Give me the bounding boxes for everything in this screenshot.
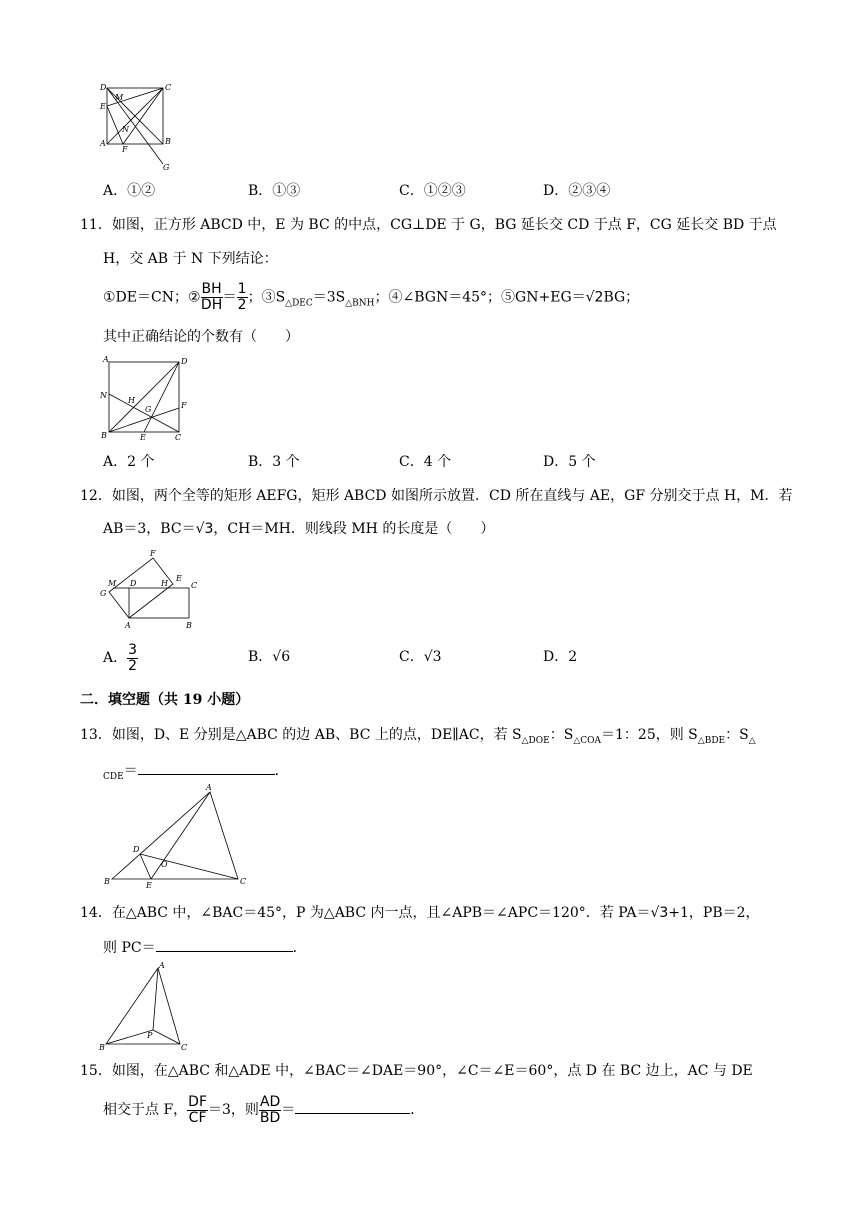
q15-b: ＝3，则 bbox=[208, 1102, 259, 1118]
fig-label: B bbox=[186, 621, 192, 630]
fig-label: C bbox=[240, 877, 247, 886]
frac-num: 3 bbox=[128, 641, 138, 658]
fig-label: D bbox=[133, 845, 140, 854]
frac-den: DH bbox=[200, 297, 223, 313]
q12-line2-b: ，CH＝MH．则线段 MH 的长度是（ ） bbox=[213, 521, 495, 537]
section-title-fill-in: 二．填空题（共 19 小题） bbox=[80, 692, 250, 708]
q12-option-a-label: A． bbox=[103, 650, 128, 666]
fig-label: D bbox=[181, 357, 188, 366]
q14-pc: 则 PC＝ bbox=[103, 940, 156, 956]
fig-label: H bbox=[128, 396, 135, 405]
q14-b: +1，PB＝2， bbox=[668, 905, 760, 921]
q11-c5-end: BG； bbox=[603, 289, 640, 306]
fig-label: B bbox=[99, 1043, 105, 1052]
q15-fraction-ad-bd bbox=[259, 1095, 281, 1126]
q11-c1: ①DE＝CN；② bbox=[103, 289, 201, 306]
q13-line2-sub: CDE bbox=[103, 771, 124, 782]
fig-label: D bbox=[130, 579, 137, 588]
fig-label: C bbox=[165, 83, 172, 92]
q11-option-b[interactable]: B．3 个 bbox=[248, 454, 300, 470]
q12-option-a-fraction bbox=[127, 643, 138, 674]
q10-option-c[interactable]: C．①②③ bbox=[399, 183, 466, 199]
q12-stem-line2 bbox=[103, 520, 494, 538]
fig-label: C bbox=[191, 581, 198, 590]
q12-option-a[interactable] bbox=[103, 640, 138, 676]
q14-figure bbox=[96, 960, 196, 1052]
fig-label: A bbox=[100, 139, 106, 148]
q13-figure bbox=[100, 780, 260, 890]
q14-stem-line2 bbox=[103, 937, 307, 957]
q15-answer-blank[interactable] bbox=[295, 1099, 410, 1114]
q15-a: 相交于点 F， bbox=[103, 1102, 188, 1118]
fig-label: E bbox=[100, 102, 106, 111]
q14-a: 14．在△ABC 中，∠BAC＝45°，P 为△ABC 内一点，且∠APB＝∠APC＝120°．若 PA＝ bbox=[80, 905, 651, 921]
q12-sqrt: √3 bbox=[195, 521, 214, 537]
q11-fraction-half bbox=[237, 282, 248, 313]
q11-option-a[interactable]: A．2 个 bbox=[103, 454, 155, 470]
fig-label: A bbox=[159, 961, 165, 970]
q12-stem-line1: 12．如图，两个全等的矩形 AEFG，矩形 ABCD 如图所示放置．CD 所在直线与 AE，GF 分别交于点 H，M．若 bbox=[80, 488, 793, 504]
fig-label: C bbox=[175, 433, 182, 442]
q11-c5-sqrt: √2 bbox=[585, 289, 604, 306]
q14-sqrt: √3 bbox=[650, 905, 669, 921]
q12-figure bbox=[95, 546, 205, 634]
q13-stem-line1 bbox=[80, 726, 756, 750]
fig-label: F bbox=[150, 549, 156, 558]
q11-figure bbox=[95, 352, 195, 442]
fig-label: O bbox=[161, 860, 168, 869]
q15-fraction-df-cf bbox=[187, 1095, 208, 1126]
q13-end: ． bbox=[274, 763, 289, 779]
q14-answer-blank[interactable] bbox=[156, 937, 293, 952]
q11-c3-sub2: △BNH bbox=[345, 298, 375, 309]
fig-label: G bbox=[100, 589, 107, 598]
q11-option-c[interactable]: C．4 个 bbox=[399, 454, 452, 470]
fig-label: D bbox=[100, 83, 107, 92]
q12-option-d[interactable]: D．2 bbox=[543, 649, 578, 665]
fig-label: M bbox=[115, 93, 124, 102]
fig-label: N bbox=[100, 391, 107, 400]
q11-c3: ；③S bbox=[247, 289, 286, 306]
frac-den: 2 bbox=[237, 297, 247, 313]
fig-label: B bbox=[101, 431, 107, 440]
q13-a: 13．如图，D、E 分别是△ABC 的边 AB、BC 上的点，DE∥AC，若 S bbox=[80, 727, 522, 743]
fig-label: A bbox=[206, 783, 212, 792]
fig-label: G bbox=[145, 405, 152, 414]
q12-option-c[interactable]: C．√3 bbox=[399, 649, 442, 665]
q11-fraction-bh-dh bbox=[201, 282, 223, 313]
q13-sub2: △COA bbox=[573, 735, 602, 746]
q11-stem-line2: H，交 AB 于 N 下列结论： bbox=[103, 251, 278, 267]
q15-stem-line1: 15．如图，在△ABC 和△ADE 中，∠BAC＝∠DAE＝90°，∠C＝∠E＝60°，点 D 在 BC 边上，AC 与 DE bbox=[80, 1063, 753, 1079]
fig-label: E bbox=[140, 433, 146, 442]
frac-num: 1 bbox=[237, 281, 247, 297]
frac-num: AD bbox=[259, 1093, 281, 1110]
q10-option-d[interactable]: D．②③④ bbox=[543, 183, 611, 199]
fig-label: A bbox=[103, 355, 109, 364]
fig-label: M bbox=[108, 579, 117, 588]
fig-label: H bbox=[161, 579, 168, 588]
q13-answer-blank[interactable] bbox=[138, 760, 275, 775]
q11-stem-line1: 11．如图，正方形 ABCD 中，E 为 BC 的中点，CG⊥DE 于 G，BG 延长交 CD 于点 F，CG 延长交 BD 于点 bbox=[80, 217, 777, 233]
q15-end: ． bbox=[410, 1102, 425, 1118]
fig-label: F bbox=[122, 145, 128, 154]
q13-e: △ bbox=[748, 735, 756, 746]
fig-label: F bbox=[181, 401, 187, 410]
q11-c4: ；④∠BGN＝45°；⑤GN+EG＝ bbox=[374, 289, 586, 306]
frac-den: CF bbox=[188, 1109, 207, 1126]
q11-c3-sub1: △DEC bbox=[285, 298, 313, 309]
q15-stem-line2 bbox=[103, 1092, 424, 1128]
q13-sub1: △DOE bbox=[521, 735, 550, 746]
q12-option-b[interactable]: B．√6 bbox=[248, 649, 291, 665]
fig-label: C bbox=[181, 1043, 188, 1052]
q12-line2-a: AB＝3，BC＝ bbox=[103, 521, 196, 537]
q10-option-a[interactable]: A．①② bbox=[103, 183, 156, 199]
q10-figure bbox=[95, 82, 175, 172]
q13-c: ＝1：25，则 S bbox=[601, 727, 698, 743]
fig-label: E bbox=[176, 574, 182, 583]
q11-eq: ＝ bbox=[222, 289, 237, 306]
fig-label: B bbox=[104, 877, 110, 886]
fig-label: N bbox=[122, 125, 129, 134]
frac-den: BD bbox=[259, 1109, 281, 1126]
q11-stem-line4: 其中正确结论的个数有（ ） bbox=[103, 329, 299, 345]
frac-num: BH bbox=[201, 281, 222, 297]
q13-eq: ＝ bbox=[123, 763, 138, 779]
q11-option-d[interactable]: D．5 个 bbox=[543, 454, 596, 470]
q13-d: ：S bbox=[725, 727, 749, 743]
q13-b: ：S bbox=[549, 727, 574, 743]
fig-label: A bbox=[125, 621, 131, 630]
fig-label: P bbox=[147, 1031, 153, 1040]
q14-end: ． bbox=[292, 940, 307, 956]
q11-conclusions bbox=[103, 282, 639, 318]
q10-option-b[interactable]: B．①③ bbox=[248, 183, 301, 199]
fig-label: E bbox=[146, 881, 152, 890]
q15-c: ＝ bbox=[281, 1102, 296, 1118]
q14-stem-line1 bbox=[80, 904, 760, 922]
q11-c3-mid: ＝3S bbox=[312, 289, 346, 306]
fig-label: B bbox=[165, 137, 171, 146]
frac-den: 2 bbox=[128, 657, 138, 674]
frac-num: DF bbox=[188, 1093, 208, 1110]
q13-sub3: △BDE bbox=[697, 735, 726, 746]
fig-label: G bbox=[163, 163, 170, 172]
